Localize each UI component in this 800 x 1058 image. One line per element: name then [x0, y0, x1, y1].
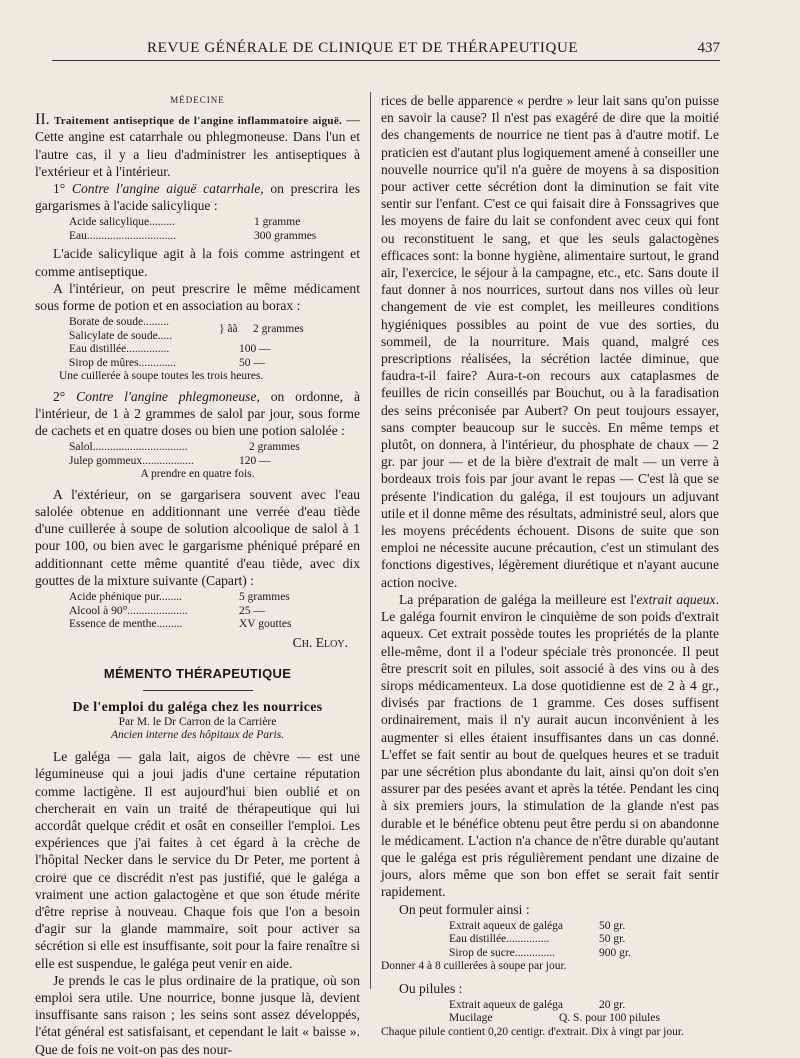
ingredient: Borate de soude......... [69, 316, 169, 329]
text-run: La préparation de galéga la meilleure est l' [399, 591, 637, 607]
paragraph-phlegmoneuse [35, 388, 360, 440]
prescription-note: Chaque pilule contient 0,20 centigr. d'extrait. Dix à vingt par jour. [381, 1025, 684, 1038]
paragraph-pilules: Ou pilules : [399, 980, 463, 996]
ingredient: Eau distillée............... [69, 343, 170, 356]
text-emphasis: extrait aqueux [636, 591, 716, 607]
prescription-galega-1 [381, 920, 719, 961]
quantity: 20 gr. [599, 998, 626, 1011]
ingredient: Acide phénique pur........ [69, 591, 183, 604]
quantity: Q. S. pour 100 pilules [559, 1012, 660, 1025]
brace-aa: } ãã [219, 322, 238, 335]
quantity: 5 grammes [239, 591, 290, 604]
prescription-note: Donner 4 à 8 cuillerées à soupe par jour. [381, 960, 567, 973]
ingredient: Eau............................... [69, 229, 177, 242]
prescription-line [69, 605, 360, 619]
prescription-line [449, 947, 719, 961]
left-column [35, 92, 360, 1058]
paragraph-astringent: L'acide salicylique agit à la fois comme astringent et comme antiseptique. [35, 246, 360, 279]
ingredient: Sirop de sucre.............. [449, 946, 556, 959]
quantity: 300 grammes [254, 229, 317, 242]
ingredient: Julep gommeux.................. [69, 454, 194, 467]
paragraph-catarrhale [35, 180, 360, 214]
journal-title: REVUE GÉNÉRALE DE CLINIQUE ET DE THÉRAPEUTIQUE [147, 40, 579, 56]
paragraph-exterieur: A l'extérieur, on se gargarisera souvent avec l'eau salolée obtenue en additionnant une verrée d'eau tiède d'une cuillerée à soupe de solution alcoolique de salol à 1 pour 100, ou bien avec le gargarisme phéniqué préparé en additionnant cette même quantité d'eau tiède, avec dix gouttes de la mixture suivante (Capart) : [35, 486, 360, 588]
prescription-line [69, 343, 360, 357]
prescription-1 [35, 216, 360, 243]
section-text: — Cette angine est catarrhale ou phlegmoneuse. Dans l'un et l'autre cas, il y a lieu d'administrer les antiseptiques à l'extérieur et à l'intérieur. [35, 112, 360, 179]
prescription-line [69, 357, 360, 371]
prescription-note: A prendre en quatre fois. [140, 468, 255, 481]
prescription-line [449, 920, 719, 934]
article-title: De l'emploi du galéga chez les nourrices [72, 699, 323, 715]
paragraph-galega-cas: Je prends le cas le plus ordinaire de la pratique, où son emploi sera utile. Une nourrice, bonne jusque là, devient insuffisante sans raison ; les seins sont assez développés, l'état général est satisfaisant, et cependant le lait « baisse ». Que de fois ne voit-on pas des nour- [35, 972, 360, 1057]
prescription-group [69, 316, 360, 343]
quantity: 50 gr. [599, 933, 626, 946]
item-number: 2° [53, 388, 77, 404]
prescription-line [69, 455, 360, 469]
article-byline: Par M. le Dr Carron de la Carrière [118, 716, 277, 729]
ingredient: Sirop de mûres............. [69, 356, 177, 369]
paragraph-galega-intro: Le galéga — gala lait, aigos de chèvre — est une légumineuse qui a joui jadis d'une certaine réputation comme lactigène. Il est aujourd'hui bien oublié et on chercherait en vain un traité de thérapeutique qui lui accordât quelque crédit et osât en conseiller l'emploi. Les expériences que j'ai faites à cet égard à la crèche de l'hôpital Necker dans le service du Dr Peter, me portent à croire que ce discrédit n'est pas justifié, que le galéga a vraiment une action galactogène et que son étude mérite d'être reprise à nouveau. Chaque fois que l'on a besoin d'agir sur la glande mammaire, soit pour activer sa sécrétion si elle est insuffisante, soit pour la faire renaître si elle est suspendue, le galéga peut venir en aide. [35, 749, 360, 971]
ingredient: Essence de menthe......... [69, 618, 183, 631]
prescription-note: Une cuillerée à soupe toutes les trois heures. [59, 370, 264, 383]
prescription-line [69, 216, 360, 230]
ingredient-group [69, 316, 219, 343]
section-label: MÉDECINE [170, 95, 225, 105]
paragraph-interieur: A l'intérieur, on peut prescrire le même médicament sous forme de potion et en association au borax : [35, 280, 360, 314]
prescription-line [69, 591, 360, 605]
section-title: Traitement antiseptique de l'angine inflammatoire aiguë. [53, 115, 343, 128]
ingredient: Eau distillée............... [449, 933, 550, 946]
text-run: . Le galéga fournit environ le cinquième de son poids d'extrait aqueux. Cet extrait possède toutes les propriétés de la plante elle-même, dont il a l'odeur spéciale très prononcée. Il peut être prescrit soit en pilules, soit associé à des vins ou à des sirops médicamenteux. La dose quotidienne est de 2 à 4 gr., divisés par fractions de 1 gramme. Ces doses suffisent ordinairement, mais il n'y aurait aucun inconvénient à les augmenter si elles étaient insuffisantes dans un cas donné. L'effet se fait sentir au bout de quelques heures et se traduit par une sécrétion plus abondante du lait, ainsi qu'on doit s'en assurer par des pesées avant et après la tétée. Pendant les cinq à six premiers jours, la stimulation de la glande n'est pas durable et le bénéfice obtenu peut être perdu si on abandonne le médicament. L'action n'a chance de n'être durable qu'autant que le galéga est pris régulièrement pendant une dizaine de jours, alors même que son bon effet se serait fait sentir rapidement. [381, 591, 720, 900]
memento-heading: MÉMENTO THÉRAPEUTIQUE [103, 665, 292, 681]
paragraph-formuler: On peut formuler ainsi : [399, 901, 530, 917]
quantity: 1 gramme [254, 216, 301, 229]
page-number: 437 [697, 40, 720, 56]
item-heading: Contre l'angine phlegmoneuse [76, 388, 257, 404]
prescription-line [449, 933, 719, 947]
section-2-paragraph [35, 111, 360, 180]
right-column [381, 92, 719, 1039]
ingredient: Extrait aqueux de galéga [449, 998, 563, 1011]
quantity: 120 — [239, 454, 271, 467]
ingredient: Extrait aqueux de galéga [449, 919, 563, 932]
signature: Ch. Eloy. [292, 634, 348, 650]
quantity: 900 gr. [599, 946, 631, 959]
ingredient: Alcool à 90°..................... [69, 604, 188, 617]
paragraph-nourrices: rices de belle apparence « perdre » leur lait sans qu'on puisse en savoir la cause? Il n'est pas exagéré de dire que la moitié des changements de nourrice ne tient pas à d'autre motif. Le praticien est d'autant plus logiquement amené à conseiller une nouvelle nourrice qu'il n'a guère de moyens à sa disposition pour activer cette sécrétion dont la diminution se fait vite sentir sur l'enfant. C'est ce qui faisait dire à Fonssagrives que les moyens de faire du lait se confondent avec ceux qui font ou reconstituent le sang, et que les seuls galactogènes efficaces sont: la bonne hygiène, alimentaire surtout, le grand air, l'exercice, le séjour à la campagne, etc., etc. Sans doute il faut donner à nos nourrices, surtout dans nos villes où leur changement de vie est complet, les meilleures conditions hygiéniques possibles au point de vue des sorties, du sommeil, de la nourriture. Mais quand, malgré ces prescriptions réalisées, la sécrétion lactée diminue, que faudra-t-il faire? Aura-t-on recours aux cataplasmes de feuilles de ricin conseillés par Bouchut, ou à la faradisation des seins préconisée par Aubert? On peut toujours essayer, sans compter beaucoup sur le succès. En même temps et plutôt, on donnera, à l'intérieur, du phosphate de chaux — 2 gr. par jour — et de la bière d'extrait de malt — un verre à bordeaux trois fois par jour avant le repas — C'est là que se présente l'indication du galéga, il est toujours un adjuvant utile et il donne même des résultats, administré seul, alors que les moyens précédents échouent. Disons de suite que son emploi ne nécessite aucune précaution, c'est un stimulant des fonctions digestives, légèrement diurétique et n'ayant aucune action nocive. [381, 93, 719, 590]
quantity: 2 grammes [253, 322, 304, 335]
item-number: 1° [53, 181, 72, 197]
memento-rule [143, 690, 253, 691]
prescription-galega-2 [381, 999, 719, 1026]
quantity: 100 — [239, 343, 271, 356]
prescription-3 [35, 441, 360, 468]
quantity: XV gouttes [239, 618, 292, 631]
ingredient: Salicylate de soude..... [69, 329, 173, 342]
ingredient: Mucilage [449, 1012, 493, 1025]
prescription-line [449, 999, 719, 1013]
quantity: 2 grammes [249, 441, 300, 454]
item-text: , on ordonne, à l'intérieur, de 1 à 2 grammes de salol par jour, sous forme de cachets et en quatre doses ou bien une potion salolée : [35, 388, 360, 439]
prescription-4 [35, 591, 360, 632]
ingredient: Acide salicylique......... [69, 216, 176, 229]
quantity: 50 gr. [599, 919, 626, 932]
quantity: 50 — [239, 356, 265, 369]
quantity: 25 — [239, 604, 265, 617]
item-heading: Contre l'angine aiguë catarrhale [71, 181, 261, 197]
column-divider [370, 92, 371, 989]
paragraph-preparation [381, 591, 719, 901]
section-number: II. [35, 111, 50, 129]
article-byline-affiliation: Ancien interne des hôpitaux de Paris. [110, 729, 285, 742]
prescription-line [69, 441, 360, 455]
ingredient: Salol................................. [69, 441, 188, 454]
running-header [52, 40, 720, 61]
prescription-line [449, 1012, 719, 1026]
prescription-line [69, 230, 360, 244]
item-text: , on prescrira les gargarismes à l'acide salicylique : [35, 181, 360, 214]
prescription-line [69, 618, 360, 632]
prescription-2 [35, 316, 360, 370]
